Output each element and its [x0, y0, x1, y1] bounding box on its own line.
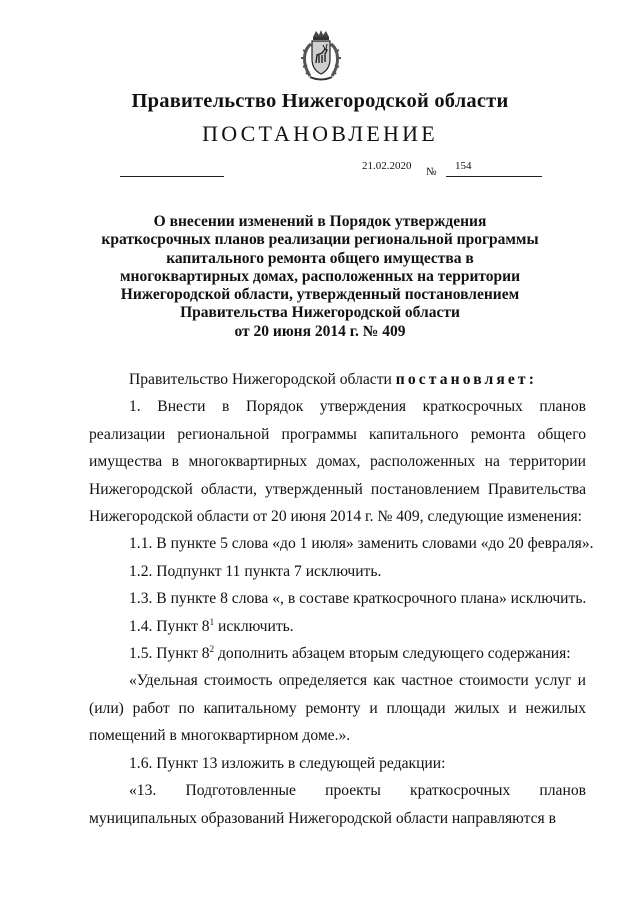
- document-number: 154: [455, 160, 472, 172]
- intro-paragraph: [89, 366, 586, 393]
- quote-paragraph-13: «13. Подготовленные проекты краткосрочных планов муниципальных образований Нижегородской области направляются в: [89, 782, 586, 827]
- paragraph-1: 1. Внести в Порядок утверждения краткосрочных планов реализации региональной программы капитального ремонта общего имущества в многоквартирных домах, расположенных на территории Нижегородской области, утвержденный постановлением Правительства Нижегородской области от 20 июня 2014 г. № 409, следующие изменения:: [89, 398, 586, 526]
- title-line: от 20 июня 2014 г. № 409: [234, 322, 406, 340]
- paragraph-1-3: 1.3. В пункте 8 слова «, в составе краткосрочного плана» исключить.: [129, 590, 587, 608]
- quote-paragraph: «Удельная стоимость определяется как частное стоимости услуг и (или) работ по капитальному ремонту и площади жилых и нежилых помещений в многоквартирном доме.».: [89, 672, 586, 745]
- document-title: [100, 213, 540, 341]
- title-line: Правительства Нижегородской области: [180, 304, 460, 322]
- paragraph-1-5: [89, 640, 586, 667]
- paragraph-1-4: [89, 613, 586, 640]
- intro-resolves: постановляет:: [395, 371, 537, 388]
- paragraph-1-4-text: 1.4. Пункт 8: [129, 617, 210, 635]
- number-line: [446, 176, 542, 177]
- document-body: [89, 366, 594, 832]
- document-date: 21.02.2020: [362, 160, 412, 172]
- document-type: ПОСТАНОВЛЕНИЕ: [202, 121, 438, 146]
- superscript: 2: [209, 643, 215, 654]
- organization-name: Правительство Нижегородской области: [131, 90, 509, 112]
- title-line: капитального ремонта общего имущества в: [166, 249, 474, 267]
- title-line: краткосрочных планов реализации региональной программы: [101, 231, 539, 249]
- title-line: многоквартирных домах, расположенных на территории: [119, 267, 521, 285]
- title-line: Нижегородской области, утвержденный постановлением: [120, 286, 520, 304]
- number-sign: №: [426, 166, 437, 178]
- title-line: О внесении изменений в Порядок утверждения: [153, 213, 487, 230]
- paragraph-1-1: 1.1. В пункте 5 слова «до 1 июля» заменить словами «до 20 февраля».: [129, 535, 594, 553]
- paragraph-1-5-tail: дополнить абзацем вторым следующего содержания:: [214, 645, 571, 663]
- paragraph-1-6: 1.6. Пункт 13 изложить в следующей редакции:: [129, 754, 446, 772]
- coat-of-arms-icon: [298, 28, 344, 82]
- signature-line: [120, 176, 224, 177]
- paragraph-1-2: 1.2. Подпункт 11 пункта 7 исключить.: [129, 562, 382, 580]
- superscript: 1: [209, 616, 215, 627]
- intro-text: Правительство Нижегородской области: [129, 371, 396, 388]
- paragraph-1-4-tail: исключить.: [214, 617, 294, 635]
- paragraph-1-5-text: 1.5. Пункт 8: [129, 645, 210, 663]
